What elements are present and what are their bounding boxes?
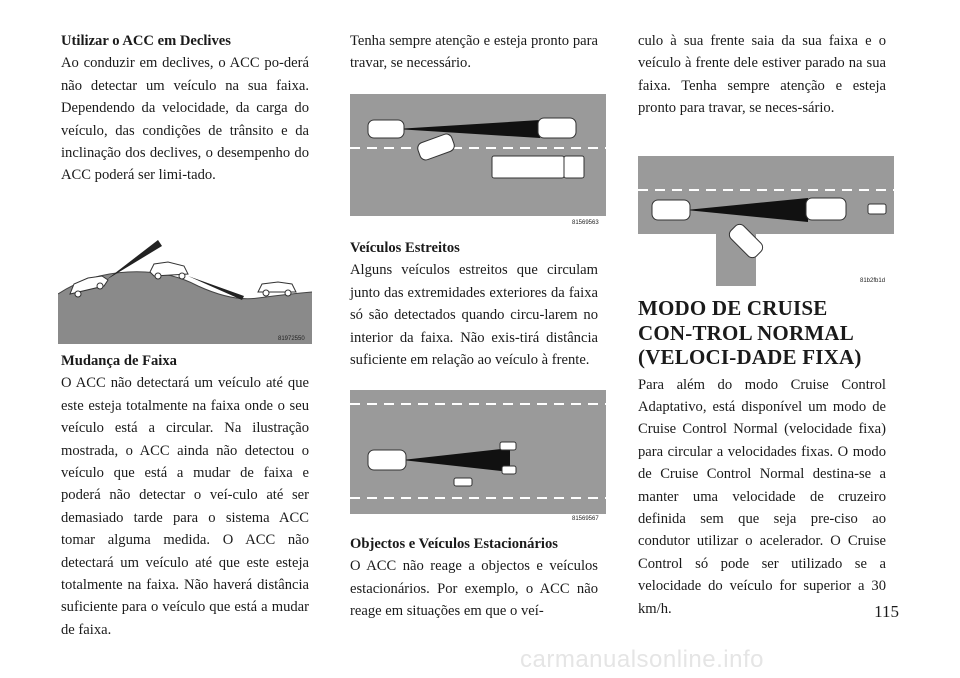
watermark: carmanualsonline.info bbox=[520, 646, 764, 673]
column-2-middle bbox=[350, 237, 598, 371]
paragraph-mudanca-faixa: O ACC não detectará um veículo até que este esteja totalmente na faixa onde o seu veículo está a circular. Na ilustração mostrada, o ACC ainda não detectou o veículo que está a mudar de faixa e poderá não detectar o veí-culo até ser demasiado tarde para o sistema ACC tomar alguma medida. O ACC não detectará um veículo até que este esteja totalmente na faixa. Não haverá distância suficiente para o veículo que está a mudar de faixa. bbox=[61, 375, 309, 638]
paragraph-continuacao: culo à sua frente saia da sua faixa e o veículo à frente dele estiver parado na sua faixa. Tenha sempre atenção e esteja pronto para travar, se neces-sário. bbox=[638, 33, 886, 117]
page-number: 115 bbox=[874, 602, 899, 621]
figure-label: 81569567 bbox=[572, 516, 599, 522]
heading-veiculos-estreitos: Veículos Estreitos bbox=[350, 240, 460, 256]
heading-mudanca-faixa: Mudança de Faixa bbox=[61, 353, 177, 369]
stationary-vehicle-illustration bbox=[638, 138, 894, 286]
column-1-lower bbox=[61, 350, 309, 641]
paragraph-declives: Ao conduzir em declives, o ACC po-derá não detectar um veículo na sua faixa. Dependendo da velocidade, da carga do veículo, das condições de trânsito e da inclinação dos declives, o desempenho do ACC poderá ser limi-tado. bbox=[61, 55, 309, 184]
paragraph-atencao: Tenha sempre atenção e esteja pronto para travar, se necessário. bbox=[350, 33, 598, 72]
paragraph-objectos-estacionarios: O ACC não reage a objectos e veículos estacionários. Por exemplo, o ACC não reage em situações em que o veí- bbox=[350, 558, 598, 620]
hills-illustration bbox=[58, 236, 312, 344]
figure-label: 81569563 bbox=[572, 220, 599, 226]
heading-objectos-estacionarios: Objectos e Veículos Estacionários bbox=[350, 536, 558, 552]
column-2-lower bbox=[350, 533, 598, 623]
column-1 bbox=[61, 30, 309, 187]
paragraph-veiculos-estreitos: Alguns veículos estreitos que circulam junto das extremidades exteriores da faixa só são detectados quando circu-larem no interior da faixa. Não exis-tirá distância suficiente em relação ao veículo à frente. bbox=[350, 262, 598, 369]
column-3 bbox=[638, 30, 886, 120]
section-heading-cruise-control: MODO DE CRUISE CON-TROL NORMAL (VELOCI-DADE FIXA) bbox=[638, 296, 862, 369]
lane-change-illustration bbox=[350, 82, 606, 228]
figure-label: 81972550 bbox=[278, 336, 305, 342]
narrow-vehicles-illustration bbox=[350, 376, 606, 524]
heading-declives: Utilizar o ACC em Declives bbox=[61, 33, 231, 49]
figure-label: 81b2fb1d bbox=[860, 278, 886, 284]
paragraph-cruise-control: Para além do modo Cruise Control Adaptativo, está disponível um modo de Cruise Control Normal (velocidade fixa) para circular a velocidades fixas. O modo de Cruise Control Normal destina-se a manter uma velocidade de cruzeiro definida sem que seja pre-ciso ao condutor utilizar o acelerador. O Cruise Control só pode ser utilizado se a velocidade do veículo for superior a 30 km/h. bbox=[638, 376, 886, 617]
column-3-lower bbox=[638, 284, 886, 620]
column-2 bbox=[350, 30, 598, 75]
